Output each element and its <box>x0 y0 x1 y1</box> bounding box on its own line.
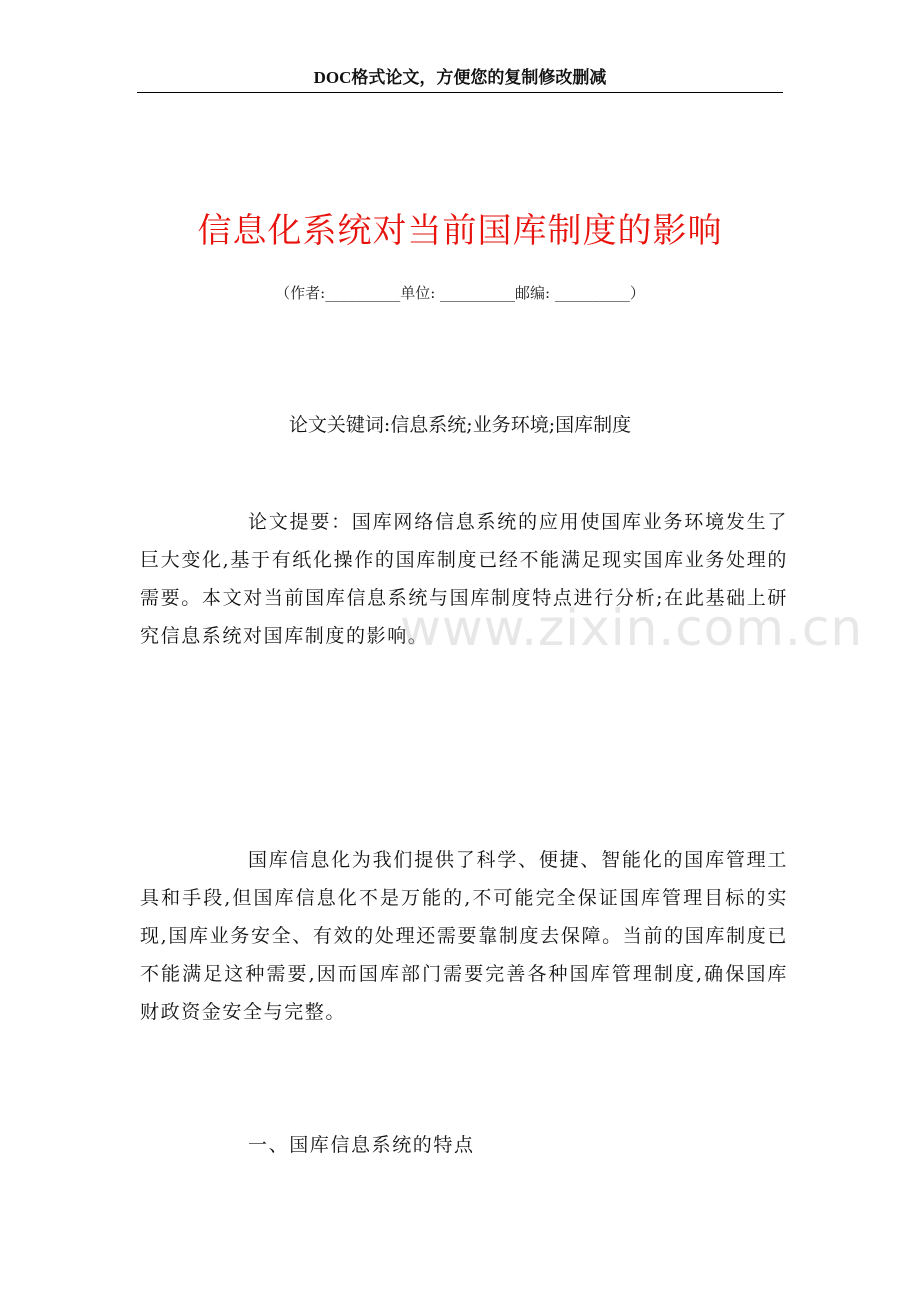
keywords-line: 论文关键词:信息系统;业务环境;国库制度 <box>288 414 632 436</box>
section-heading: 一、国库信息系统的特点 <box>248 1134 475 1156</box>
body-paragraph: 国库信息化为我们提供了科学、便捷、智能化的国库管理工具和手段,但国库信息化不是万能的,不可能完全保证国库管理目标的实现,国库业务安全、有效的处理还需要靠制度去保障。当前的国库制度已不能满足这种需要,因而国库部门需要完善各种国库管理制度,确保国库财政资金安全与完整。 <box>140 849 788 1023</box>
document-title: 信息化系统对当前国库制度的影响 <box>197 211 723 251</box>
page-header: DOC格式论文，方便您的复制修改删减 <box>313 68 607 87</box>
abstract-paragraph: 论文提要：国库网络信息系统的应用使国库业务环境发生了巨大变化,基于有纸化操作的国库制度已经不能满足现实国库业务处理的需要。本文对当前国库信息系统与国库制度特点进行分析;在此基础上研究信息系统对国库制度的影响。 <box>140 511 788 647</box>
header-divider <box>137 92 783 93</box>
author-byline: （作者:__________单位: __________邮编: __________） <box>275 284 645 302</box>
watermark-text: www.zixin.com.cn <box>400 599 864 657</box>
